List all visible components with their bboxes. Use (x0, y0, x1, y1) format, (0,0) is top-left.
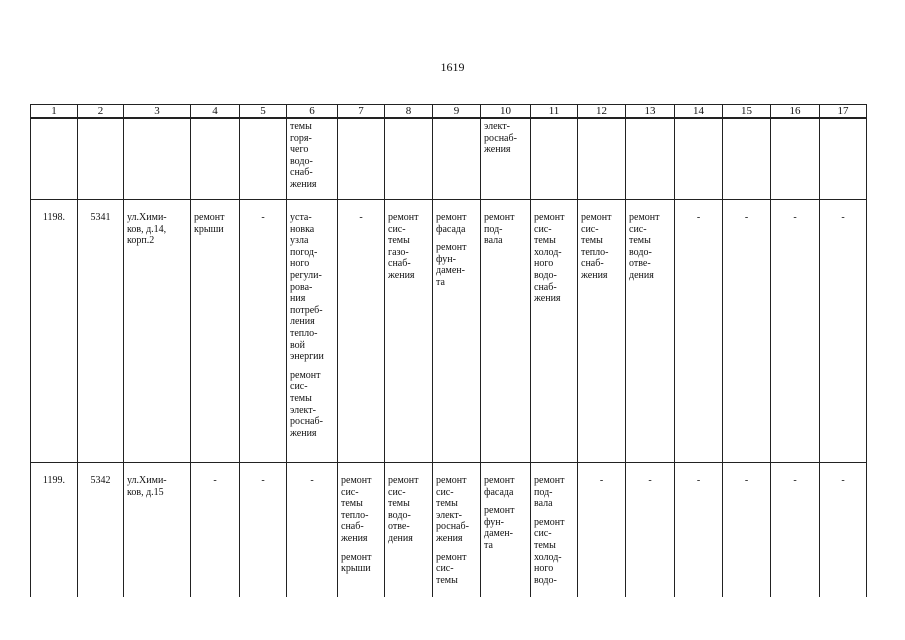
table-cell (385, 118, 433, 200)
col-header: 5 (240, 105, 287, 119)
work-item: ремонт сис- темы холод- ного водо- (534, 516, 565, 586)
col-header: 1 (31, 105, 78, 119)
empty-dash: - (696, 475, 701, 486)
table-cell (626, 118, 675, 200)
work-item: ремонт сис- темы (436, 551, 467, 586)
col-header: 9 (433, 105, 481, 119)
table-cell (626, 463, 675, 598)
table-cell (723, 463, 771, 598)
table-cell (820, 463, 867, 598)
work-item: ремонт фун- дамен- та (436, 242, 467, 288)
object-code: 5342 (90, 475, 111, 486)
address: ул.Хими- ков, д.14, корп.2 (127, 212, 167, 247)
work-item: уста- новка узла погод- ного регули- рова- ния потреб- ления тепло- вой энергии (290, 212, 324, 363)
table-cell (531, 200, 578, 463)
col-header: 14 (675, 105, 723, 119)
work-item: ремонт фасада (484, 475, 515, 498)
table-cell (531, 118, 578, 200)
col-header: 17 (820, 105, 867, 119)
table-cell (433, 200, 481, 463)
table-cell (675, 200, 723, 463)
row-number: 1198. (42, 212, 66, 223)
continuation-row (31, 118, 867, 200)
cell-text: элект- роснаб- жения (484, 121, 517, 156)
work-item: ремонт сис- темы водо- отве- дения (388, 475, 419, 544)
empty-dash: - (793, 212, 797, 223)
register-table (30, 104, 867, 597)
empty-dash: - (744, 475, 749, 486)
table-cell (481, 118, 531, 200)
table-cell (124, 463, 191, 598)
work-item: ремонт крыши (341, 551, 372, 575)
empty-dash: - (793, 475, 797, 486)
work-item: ремонт сис- темы элект- роснаб- жения (290, 369, 323, 439)
empty-dash: - (744, 212, 749, 223)
work-item: ремонт сис- темы тепло- снаб- жения (581, 212, 612, 281)
table-cell (675, 463, 723, 598)
table-cell (191, 200, 240, 463)
work-item: ремонт сис- темы холод- ного водо- снаб- жения (534, 212, 565, 305)
col-header: 10 (481, 105, 531, 119)
col-header: 6 (287, 105, 338, 119)
empty-dash: - (359, 212, 363, 223)
table-cell (78, 200, 124, 463)
empty-dash: - (841, 475, 845, 486)
table-row (31, 200, 867, 463)
table-cell (78, 118, 124, 200)
col-header: 13 (626, 105, 675, 119)
address: ул.Хими- ков, д.15 (127, 475, 167, 498)
work-item: ремонт крыши (194, 212, 225, 235)
table-cell (531, 463, 578, 598)
work-item: ремонт под- вала (484, 212, 515, 247)
table-cell (78, 463, 124, 598)
table-cell (31, 118, 78, 200)
table-cell (191, 118, 240, 200)
empty-dash: - (261, 475, 265, 486)
work-item: ремонт сис- темы водо- отве- дения (629, 212, 660, 281)
work-item: ремонт фасада (436, 212, 467, 235)
table-cell (124, 200, 191, 463)
table-cell (338, 200, 385, 463)
table-cell (481, 463, 531, 598)
empty-dash: - (696, 212, 701, 223)
table-cell (820, 200, 867, 463)
col-header: 16 (771, 105, 820, 119)
table-cell (771, 118, 820, 200)
table-cell (771, 463, 820, 598)
table-cell (338, 463, 385, 598)
table-cell (433, 118, 481, 200)
table-cell (240, 463, 287, 598)
col-header: 11 (531, 105, 578, 119)
table-cell (578, 463, 626, 598)
work-item: ремонт под- вала (534, 475, 565, 510)
col-header: 4 (191, 105, 240, 119)
empty-dash: - (213, 475, 217, 486)
table-cell (626, 200, 675, 463)
empty-dash: - (310, 475, 314, 486)
work-item: ремонт сис- темы тепло- снаб- жения (341, 475, 372, 544)
table-cell (578, 200, 626, 463)
table-cell (433, 463, 481, 598)
work-item: ремонт сис- темы газо- снаб- жения (388, 212, 419, 281)
empty-dash: - (599, 475, 604, 486)
table-cell (287, 200, 338, 463)
table-cell (240, 118, 287, 200)
empty-dash: - (648, 475, 652, 486)
col-header: 3 (124, 105, 191, 119)
col-header: 2 (78, 105, 124, 119)
page-number: 1619 (440, 60, 465, 74)
object-code: 5341 (90, 212, 111, 223)
table-cell (287, 463, 338, 598)
table-row (31, 463, 867, 598)
row-number: 1199. (42, 475, 66, 486)
cell-text: темы горя- чего водо- снаб- жения (290, 121, 317, 190)
work-item: ремонт сис- темы элект- роснаб- жения (436, 475, 469, 544)
table-cell (820, 118, 867, 200)
table-cell (385, 463, 433, 598)
table-cell (124, 118, 191, 200)
col-header: 7 (338, 105, 385, 119)
col-header: 8 (385, 105, 433, 119)
empty-dash: - (841, 212, 845, 223)
table-cell (723, 118, 771, 200)
col-header: 15 (723, 105, 771, 119)
table-cell (675, 118, 723, 200)
table-cell (578, 118, 626, 200)
table-cell (481, 200, 531, 463)
table-cell (723, 200, 771, 463)
table-cell (191, 463, 240, 598)
empty-dash: - (261, 212, 265, 223)
col-header: 12 (578, 105, 626, 119)
work-item: ремонт фун- дамен- та (484, 505, 515, 551)
table-cell (240, 200, 287, 463)
table-cell (31, 463, 78, 598)
table-cell (287, 118, 338, 200)
column-number-header (31, 105, 867, 119)
table-cell (385, 200, 433, 463)
table-cell (338, 118, 385, 200)
table-cell (31, 200, 78, 463)
table-cell (771, 200, 820, 463)
